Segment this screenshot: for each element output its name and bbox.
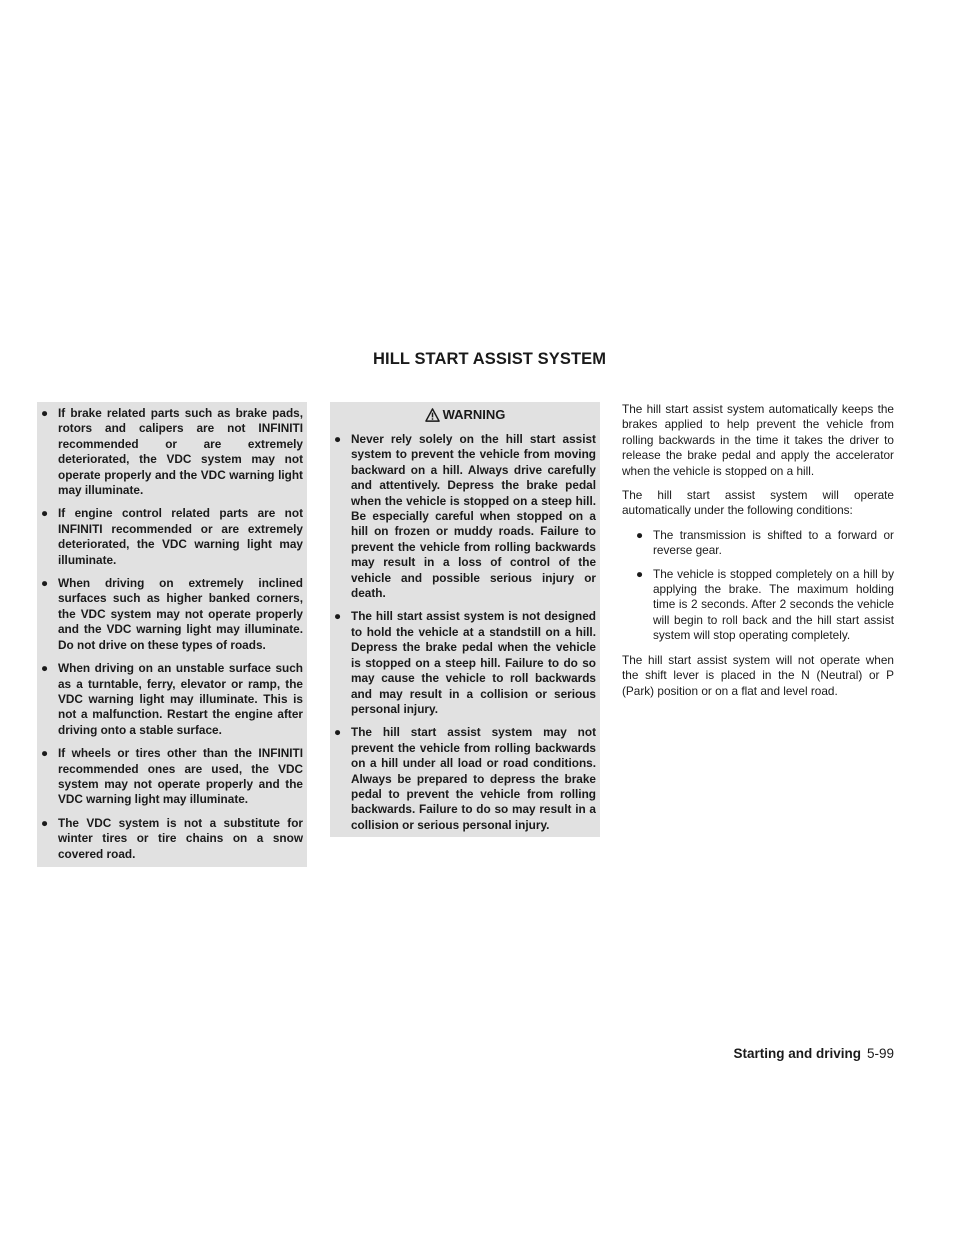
caution-item: ● If engine control related parts are not INFINITI recommended or are extremely deteriorated, the VDC warning light may illuminate.: [41, 506, 303, 567]
caution-item: ● When driving on extremely inclined surfaces such as higher banked corners, the VDC system may not operate properly and the VDC warning light may illuminate. Do not drive on these types of roads.: [41, 576, 303, 652]
bullet-icon: ●: [636, 527, 644, 542]
caution-item: ● If wheels or tires other than the INFINITI recommended ones are used, the VDC system may not operate properly and the VDC warning light may illuminate.: [41, 746, 303, 807]
caution-panel: [37, 402, 307, 867]
page-footer: [733, 1046, 894, 1061]
section-title: HILL START ASSIST SYSTEM: [373, 350, 607, 368]
bullet-icon: ●: [334, 609, 342, 624]
caution-item: ● The VDC system is not a substitute for winter tires or tire chains on a snow covered road.: [41, 815, 303, 861]
bullet-icon: ●: [41, 815, 49, 830]
warning-panel: [330, 402, 600, 837]
footer-section: Starting and driving: [733, 1046, 861, 1061]
bullet-icon: ●: [41, 506, 49, 521]
bullet-icon: ●: [334, 432, 342, 446]
caution-item: ● If brake related parts such as brake pads, rotors and calipers are not INFINITI recommended or are extremely deteriorated, the VDC system may not operate properly and the VDC warning light may illuminate.: [41, 406, 303, 498]
warning-item: ● The hill start assist system is not designed to hold the vehicle at a standstill on a hill. Depress the brake pedal when the vehicle is stopped on a steep hill. Failure to do so may cause the vehicle to roll backwards and may result in a collision or serious personal injury.: [334, 609, 596, 716]
bullet-icon: ●: [41, 576, 49, 591]
warning-item: ● Never rely solely on the hill start assist system to prevent the vehicle from moving backward on a hill. Always drive carefully and attentively. Depress the brake pedal when the vehicle is stopped on a steep hill. Be especially careful when stopped on a hill on frozen or muddy roads. Failure to prevent the vehicle from rolling backwards may result in a loss of control of the vehicle and possible serious injury or death.: [334, 432, 596, 601]
warning-item: ● The hill start assist system may not prevent the vehicle from rolling backwards on a hill under all load or road conditions. Always be prepared to depress the brake pedal to prevent the vehicle from rolling backwards. Failure to do so may result in a collision or serious personal injury.: [334, 725, 596, 832]
bullet-icon: ●: [41, 746, 49, 761]
body-paragraph: The hill start assist system automatically keeps the brakes applied to help prevent the vehicle from rolling backwards in the time it takes the driver to release the brake pedal and apply the accelerator when the vehicle is stopped on a hill.: [622, 402, 894, 478]
condition-item: ● The vehicle is stopped completely on a hill by applying the brake. The maximum holding time is 2 seconds. After 2 seconds the vehicle will begin to roll back and the hill start assist system will stop operating completely.: [636, 566, 894, 643]
caution-item: ● When driving on an unstable surface such as a turntable, ferry, elevator or ramp, the VDC warning light may illuminate. This is not a malfunction. Restart the engine after driving onto a stable surface.: [41, 661, 303, 737]
body-paragraph: The hill start assist system will not operate when the shift lever is placed in the N (Neutral) or P (Park) position or on a flat and level road.: [622, 652, 894, 698]
conditions-list: [622, 528, 894, 644]
warning-heading: [334, 406, 596, 423]
bullet-icon: ●: [334, 725, 342, 740]
bullet-icon: ●: [636, 566, 644, 581]
warning-label: WARNING: [442, 407, 506, 422]
condition-item: ● The transmission is shifted to a forward or reverse gear.: [636, 527, 894, 558]
page-number: 5-99: [866, 1046, 894, 1061]
warning-triangle-icon: [425, 408, 440, 422]
bullet-icon: ●: [41, 661, 49, 676]
body-text-column: [622, 402, 894, 708]
caution-list: [41, 406, 303, 862]
body-paragraph: The hill start assist system will operate automatically under the following conditions:: [622, 488, 894, 518]
warning-list: [334, 432, 596, 833]
bullet-icon: ●: [41, 406, 49, 420]
